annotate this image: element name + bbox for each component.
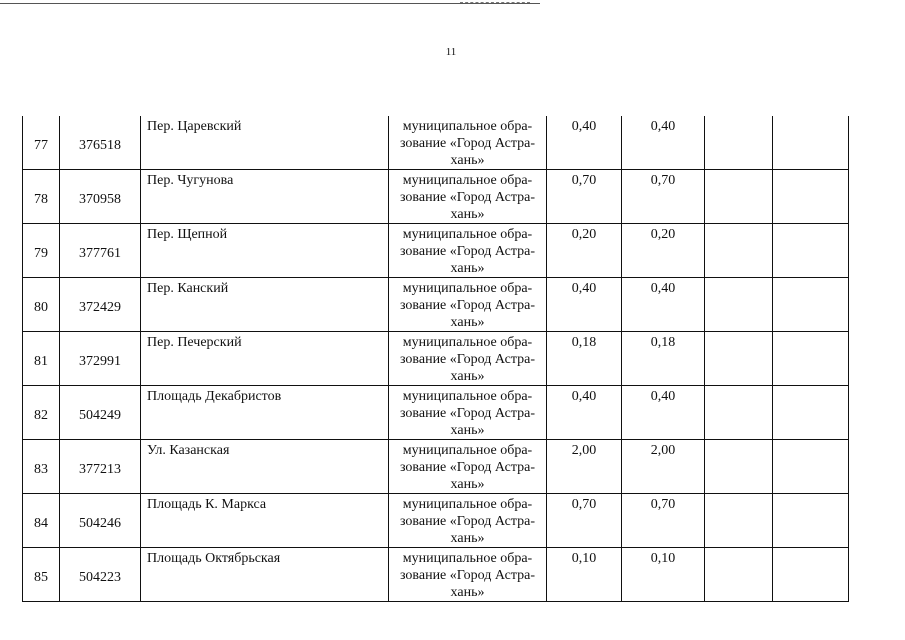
owner-line-2: зование «Город Астра- xyxy=(399,190,535,205)
empty-cell xyxy=(773,224,849,278)
road-name-cell: Площадь Декабристов xyxy=(141,386,389,440)
empty-cell xyxy=(705,386,773,440)
length-cell: 2,00 xyxy=(547,440,622,494)
road-name-cell: Пер. Чугунова xyxy=(141,170,389,224)
owner-line-1: муниципальное обра- xyxy=(402,551,533,566)
empty-cell xyxy=(705,548,773,602)
length-total-cell: 0,40 xyxy=(622,386,705,440)
owner-line-3: хань» xyxy=(450,207,485,222)
owner-line-3: хань» xyxy=(450,369,485,384)
length-cell: 0,70 xyxy=(547,494,622,548)
length-total-cell: 0,10 xyxy=(622,548,705,602)
owner-line-2: зование «Город Астра- xyxy=(399,406,535,421)
road-name-cell: Площадь К. Маркса xyxy=(141,494,389,548)
owner-line-3: хань» xyxy=(450,261,485,276)
owner-line-1: муниципальное обра- xyxy=(402,389,533,404)
empty-cell xyxy=(705,494,773,548)
roads-table xyxy=(22,116,849,602)
owner-cell xyxy=(389,386,547,440)
road-code-cell: 377761 xyxy=(60,224,141,278)
empty-cell xyxy=(773,494,849,548)
table-row xyxy=(23,494,849,548)
length-cell: 0,10 xyxy=(547,548,622,602)
owner-cell xyxy=(389,548,547,602)
empty-cell xyxy=(773,332,849,386)
table-row xyxy=(23,332,849,386)
empty-cell xyxy=(773,440,849,494)
row-number-cell: 82 xyxy=(23,386,60,440)
owner-line-1: муниципальное обра- xyxy=(402,497,533,512)
table-row xyxy=(23,224,849,278)
length-total-cell: 0,40 xyxy=(622,278,705,332)
owner-line-1: муниципальное обра- xyxy=(402,119,533,134)
owner-line-1: муниципальное обра- xyxy=(402,227,533,242)
road-name-cell: Пер. Царевский xyxy=(141,116,389,170)
length-total-cell: 0,40 xyxy=(622,116,705,170)
owner-line-2: зование «Город Астра- xyxy=(399,352,535,367)
page-number: 11 xyxy=(445,46,457,58)
road-name-cell: Пер. Канский xyxy=(141,278,389,332)
row-number-cell: 83 xyxy=(23,440,60,494)
empty-cell xyxy=(705,224,773,278)
length-total-cell: 0,18 xyxy=(622,332,705,386)
road-code-cell: 370958 xyxy=(60,170,141,224)
length-cell: 0,40 xyxy=(547,116,622,170)
owner-line-2: зование «Город Астра- xyxy=(399,244,535,259)
empty-cell xyxy=(705,440,773,494)
empty-cell xyxy=(705,278,773,332)
owner-line-3: хань» xyxy=(450,585,485,600)
table-row xyxy=(23,278,849,332)
length-total-cell: 0,20 xyxy=(622,224,705,278)
length-total-cell: 2,00 xyxy=(622,440,705,494)
empty-cell xyxy=(773,386,849,440)
length-cell: 0,20 xyxy=(547,224,622,278)
row-number-cell: 78 xyxy=(23,170,60,224)
length-total-cell: 0,70 xyxy=(622,494,705,548)
owner-line-2: зование «Город Астра- xyxy=(399,136,535,151)
road-code-cell: 372991 xyxy=(60,332,141,386)
road-code-cell: 504246 xyxy=(60,494,141,548)
row-number-cell: 81 xyxy=(23,332,60,386)
empty-cell xyxy=(705,332,773,386)
owner-cell xyxy=(389,440,547,494)
length-cell: 0,40 xyxy=(547,386,622,440)
table-row xyxy=(23,440,849,494)
length-cell: 0,70 xyxy=(547,170,622,224)
row-number-cell: 85 xyxy=(23,548,60,602)
owner-line-3: хань» xyxy=(450,153,485,168)
owner-line-1: муниципальное обра- xyxy=(402,173,533,188)
empty-cell xyxy=(773,548,849,602)
table-row xyxy=(23,386,849,440)
owner-line-1: муниципальное обра- xyxy=(402,443,533,458)
empty-cell xyxy=(705,116,773,170)
owner-line-2: зование «Город Астра- xyxy=(399,514,535,529)
row-number-cell: 80 xyxy=(23,278,60,332)
row-number-cell: 79 xyxy=(23,224,60,278)
table-row xyxy=(23,116,849,170)
table-row xyxy=(23,170,849,224)
owner-cell xyxy=(389,278,547,332)
owner-cell xyxy=(389,116,547,170)
road-code-cell: 504223 xyxy=(60,548,141,602)
empty-cell xyxy=(705,170,773,224)
scan-artifact-dash xyxy=(460,2,530,3)
road-code-cell: 377213 xyxy=(60,440,141,494)
owner-cell xyxy=(389,332,547,386)
owner-line-3: хань» xyxy=(450,315,485,330)
row-number-cell: 77 xyxy=(23,116,60,170)
owner-line-3: хань» xyxy=(450,423,485,438)
length-total-cell: 0,70 xyxy=(622,170,705,224)
owner-cell xyxy=(389,170,547,224)
owner-line-3: хань» xyxy=(450,477,485,492)
empty-cell xyxy=(773,170,849,224)
road-name-cell: Пер. Печерский xyxy=(141,332,389,386)
table-body xyxy=(23,116,849,602)
road-name-cell: Пер. Щепной xyxy=(141,224,389,278)
empty-cell xyxy=(773,278,849,332)
owner-line-1: муниципальное обра- xyxy=(402,281,533,296)
owner-cell xyxy=(389,224,547,278)
owner-line-3: хань» xyxy=(450,531,485,546)
road-code-cell: 372429 xyxy=(60,278,141,332)
road-name-cell: Ул. Казанская xyxy=(141,440,389,494)
scan-artifact-line xyxy=(0,3,540,4)
road-code-cell: 376518 xyxy=(60,116,141,170)
road-name-cell: Площадь Октябрьская xyxy=(141,548,389,602)
table-row xyxy=(23,548,849,602)
owner-line-1: муниципальное обра- xyxy=(402,335,533,350)
length-cell: 0,40 xyxy=(547,278,622,332)
owner-cell xyxy=(389,494,547,548)
empty-cell xyxy=(773,116,849,170)
owner-line-2: зование «Город Астра- xyxy=(399,298,535,313)
owner-line-2: зование «Город Астра- xyxy=(399,568,535,583)
owner-line-2: зование «Город Астра- xyxy=(399,460,535,475)
length-cell: 0,18 xyxy=(547,332,622,386)
row-number-cell: 84 xyxy=(23,494,60,548)
road-code-cell: 504249 xyxy=(60,386,141,440)
